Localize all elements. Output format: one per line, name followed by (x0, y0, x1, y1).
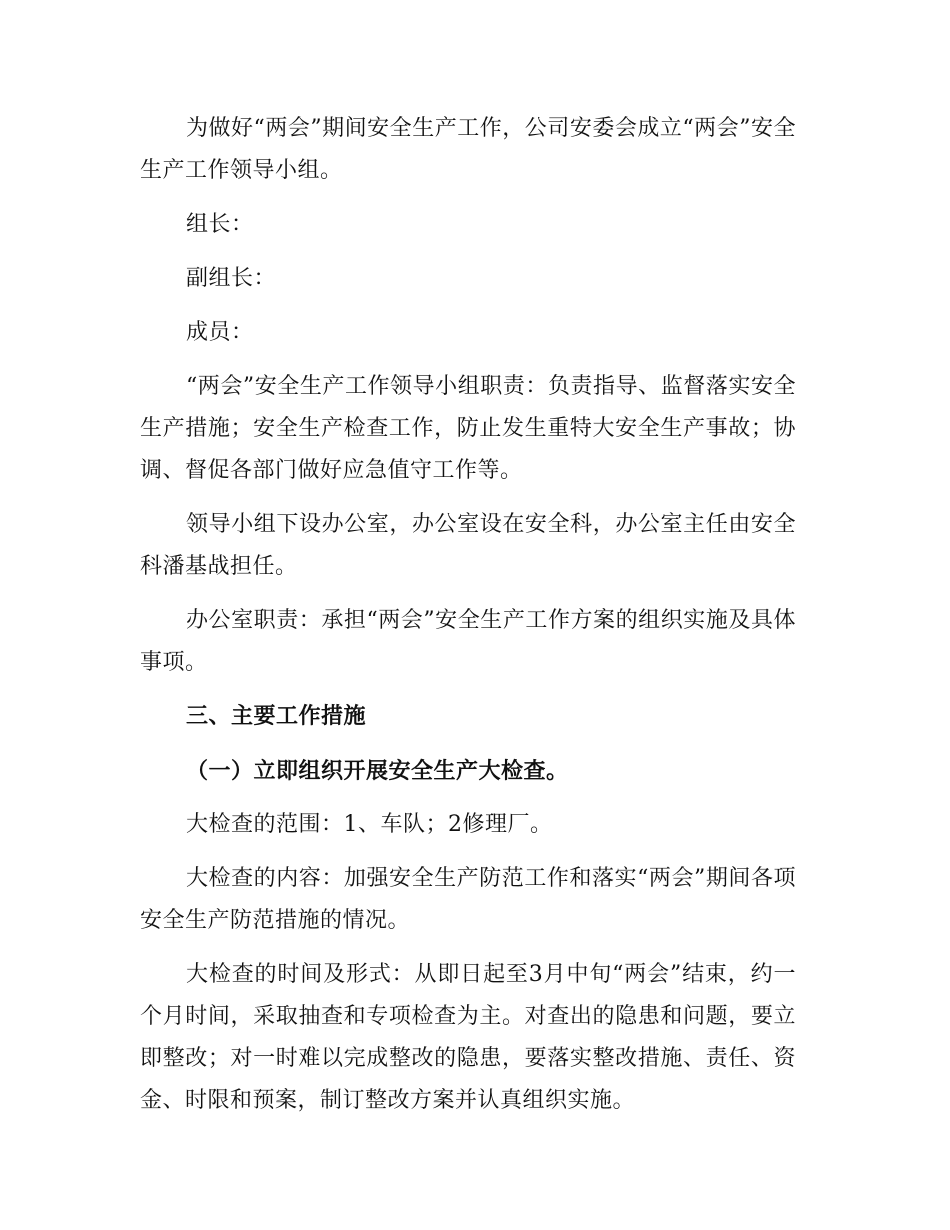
document-body (140, 108, 796, 1134)
deputy-leader-line: 副组长： (186, 266, 277, 291)
members-line: 成员： (186, 320, 254, 345)
inspection-scope-paragraph: 大检查的范围：1、车队；2修理厂。 (186, 812, 553, 837)
office-duties-paragraph: 办公室职责：承担“两会”安全生产工作方案的组织实施及具体事项。 (140, 608, 796, 675)
office-setup-paragraph: 领导小组下设办公室，办公室设在安全科，办公室主任由安全科潘基战担任。 (140, 512, 796, 579)
intro-paragraph: 为做好“两会”期间安全生产工作，公司安委会成立“两会”安全生产工作领导小组。 (140, 116, 796, 183)
group-duties-paragraph: “两会”安全生产工作领导小组职责：负责指导、监督落实安全生产措施；安全生产检查工作，防止发生重特大安全生产事故；协调、督促各部门做好应急值守工作等。 (140, 374, 796, 483)
section-heading: 三、主要工作措施 (186, 704, 367, 729)
inspection-content-paragraph: 大检查的内容：加强安全生产防范工作和落实“两会”期间各项安全生产防范措施的情况。 (140, 866, 796, 933)
leader-line: 组长： (186, 212, 254, 237)
subsection-heading: （一）立即组织开展安全生产大检查。 (186, 758, 569, 784)
inspection-timing-paragraph: 大检查的时间及形式：从即日起至3月中旬“两会”结束，约一个月时间，采取抽查和专项检查为主。对查出的隐患和问题，要立即整改；对一时难以完成整改的隐患，要落实整改措施、责任、资金、时限和预案，制订整改方案并认真组织实施。 (140, 962, 796, 1113)
